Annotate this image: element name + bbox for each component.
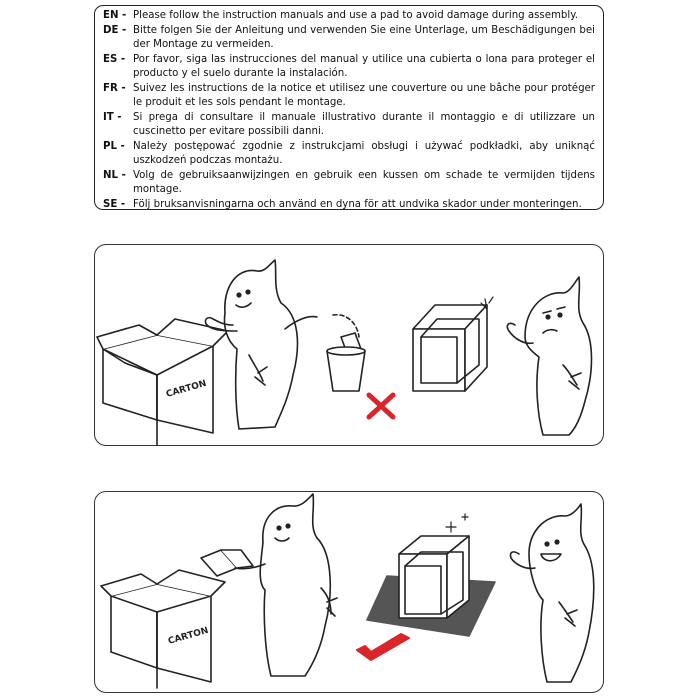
- instructions-box: [94, 5, 604, 210]
- sad-figure-icon: [507, 277, 591, 435]
- cross-icon: [369, 395, 393, 417]
- instruction-se: [103, 198, 595, 213]
- instruction-de: [103, 24, 595, 53]
- carton-box-icon: [97, 319, 228, 445]
- lang-code: IT -: [103, 111, 122, 123]
- lang-code: SE -: [103, 198, 126, 210]
- carton-box-icon: [101, 570, 225, 688]
- assembled-shelf-icon: [399, 514, 469, 618]
- lang-code: EN -: [103, 10, 127, 21]
- instruction-text: Följ bruksanvisningarna och använd en dyna för att undvika skador under monteringen.: [133, 198, 582, 210]
- instruction-text: Por favor, siga las instrucciones del manual y utilice una cubierta o lona para proteger el producto y el suelo durante la instalación.: [133, 53, 595, 79]
- instruction-text: Bitte folgen Sie der Anleitung und verwenden Sie eine Unterlage, um Beschädigungen bei der Montage zu vermeiden.: [133, 24, 595, 50]
- instruction-fr: [103, 82, 595, 111]
- carton-label: CARTON: [167, 625, 210, 647]
- happy-figure-icon: [510, 504, 593, 682]
- instruction-text: Si prega di consultare il manuale illustrativo durante il montaggio e di utilizzare un cuscinetto per evitare possibili danni.: [133, 111, 595, 137]
- carton-label: CARTON: [165, 378, 208, 400]
- instruction-text: Please follow the instruction manuals and use a pad to avoid damage during assembly.: [133, 10, 579, 21]
- wrong-way-panel: [94, 244, 604, 446]
- right-way-panel: [94, 491, 604, 693]
- instruction-pl: [103, 140, 595, 169]
- instruction-nl: [103, 169, 595, 198]
- instruction-text: Należy postępować zgodnie z instrukcjami obsługi i używać podkładki, aby uniknąć uszkodzeń podczas montażu.: [133, 140, 595, 166]
- instruction-text: Suivez les instructions de la notice et utilisez une couverture ou une bâche pour protéger le produit et les sols pendant le montage.: [133, 82, 595, 108]
- lang-code: PL -: [103, 140, 125, 152]
- damaged-shelf-icon: [413, 297, 493, 391]
- check-icon: [357, 634, 409, 660]
- instruction-es: [103, 53, 595, 82]
- lang-code: NL -: [103, 169, 126, 181]
- lang-code: DE -: [103, 24, 127, 36]
- lang-code: FR -: [103, 82, 126, 94]
- figure-throwing-manual-icon: [205, 260, 365, 429]
- instruction-text: Volg de gebruiksaanwijzingen en gebruik een kussen om schade te vermijden tijdens montage.: [133, 169, 595, 195]
- instruction-it: [103, 111, 595, 140]
- lang-code: ES -: [103, 53, 126, 65]
- instruction-en: [103, 9, 595, 24]
